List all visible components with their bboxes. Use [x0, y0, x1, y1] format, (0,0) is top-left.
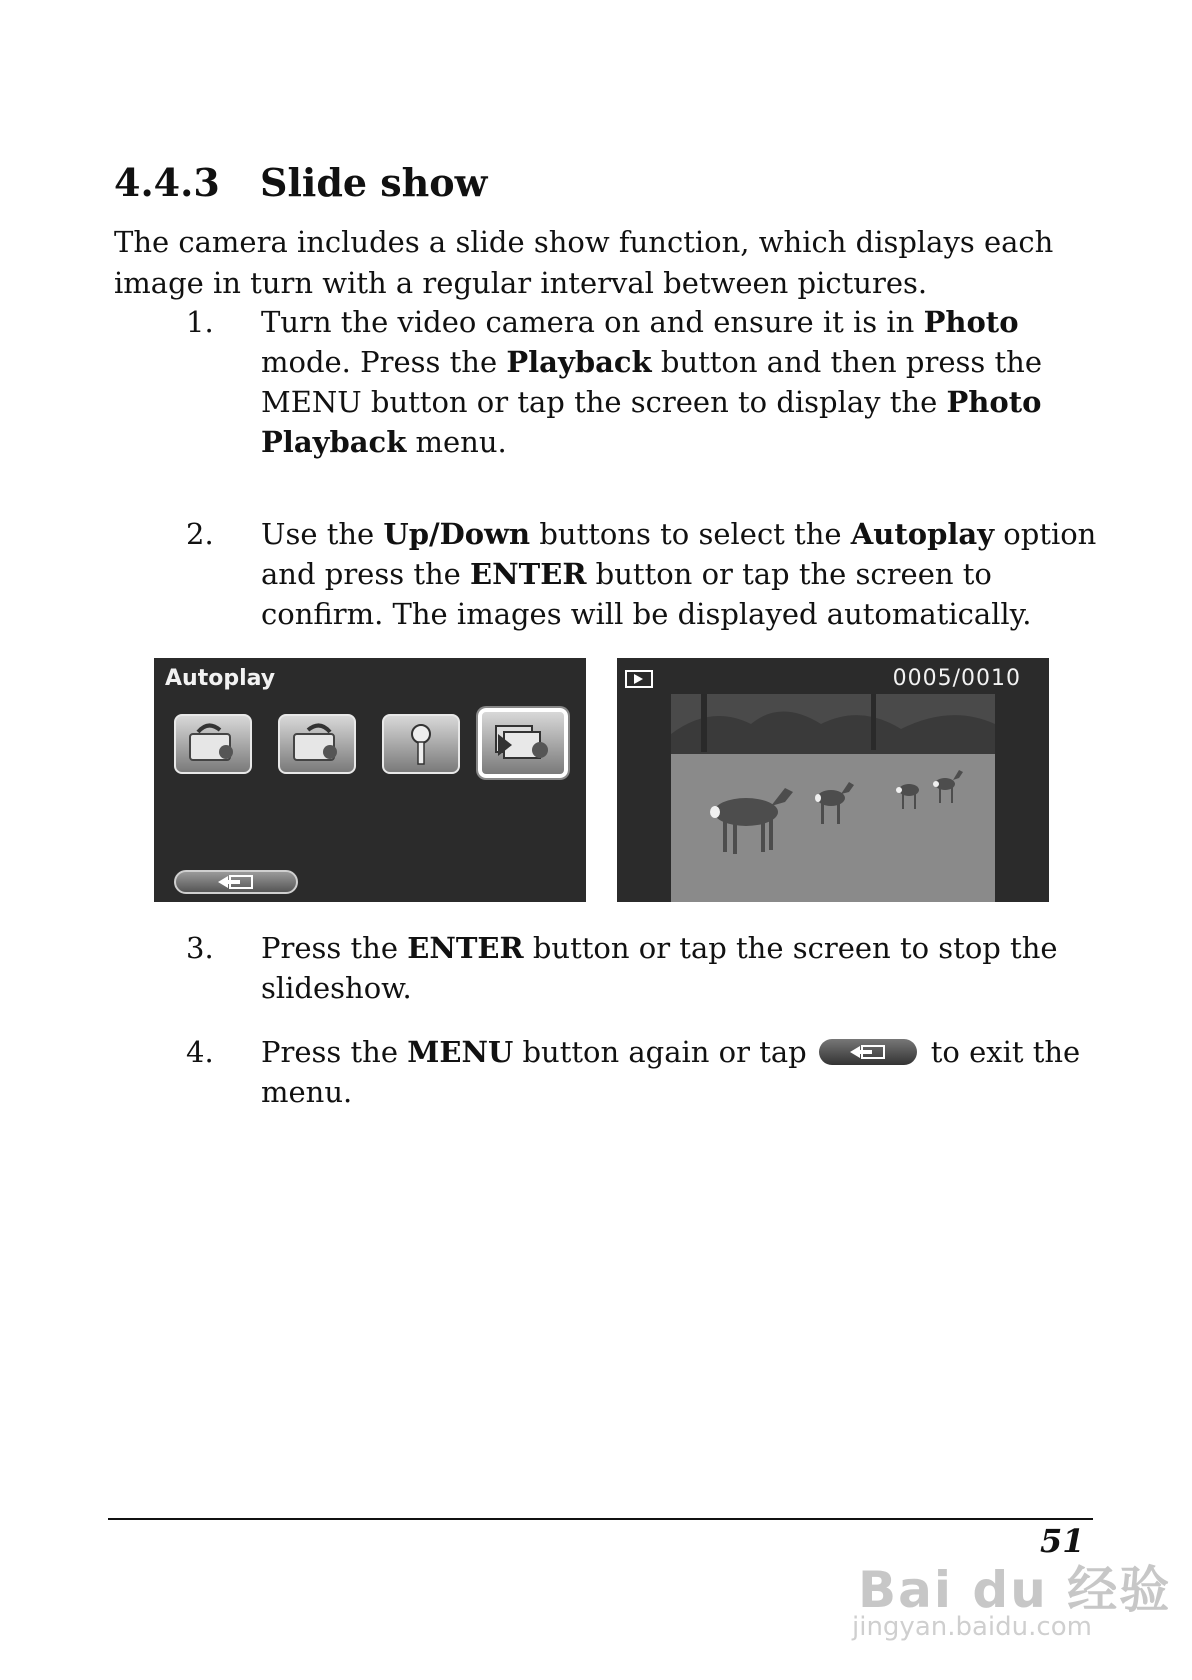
rotate-right-icon[interactable] [278, 714, 356, 774]
footer-rule [108, 1518, 1093, 1520]
slideshow-playback-screenshot [617, 658, 1049, 902]
page-number: 51 [1040, 1522, 1085, 1560]
baidu-watermark-logo: Bai du 经验 [858, 1561, 1172, 1619]
step-text: Press the ENTER button or tap the screen to stop the slideshow. [261, 931, 1058, 1005]
step-text: Use the Up/Down buttons to select the Autoplay option and press the ENTER button or tap the screen to confirm. The images will be displayed automatically. [261, 517, 1097, 631]
menu-title: Autoplay [165, 666, 276, 691]
step-number: 2. [186, 517, 214, 551]
deer-photo [671, 694, 995, 902]
step-number: 4. [186, 1035, 214, 1069]
intro-paragraph: The camera includes a slide show function, which displays each image in turn with a regular interval between pictures. [114, 225, 1054, 300]
section-heading [114, 160, 487, 205]
step-number: 1. [186, 305, 214, 339]
rotate-left-icon[interactable] [174, 714, 252, 774]
step-text: Turn the video camera on and ensure it is in Photo mode. Press the Playback button and then press the MENU button or tap the screen to display the Photo Playback menu. [261, 305, 1042, 459]
step-text: Press the MENU button again or tap to exit the menu. [261, 1035, 1081, 1109]
image-counter: 0005/0010 [892, 666, 1021, 691]
back-button[interactable] [174, 870, 298, 894]
playback-icon [625, 670, 653, 688]
baidu-watermark-url: jingyan.baidu.com [852, 1612, 1092, 1642]
section-number: 4.4.3 [114, 160, 220, 205]
section-title: Slide show [260, 160, 488, 205]
slideshow-icon[interactable] [478, 708, 568, 778]
exit-button-icon [819, 1039, 917, 1065]
autoplay-menu-screenshot [154, 658, 586, 902]
protect-key-icon[interactable] [382, 714, 460, 774]
return-arrow-icon [216, 874, 256, 890]
step-number: 3. [186, 931, 214, 965]
